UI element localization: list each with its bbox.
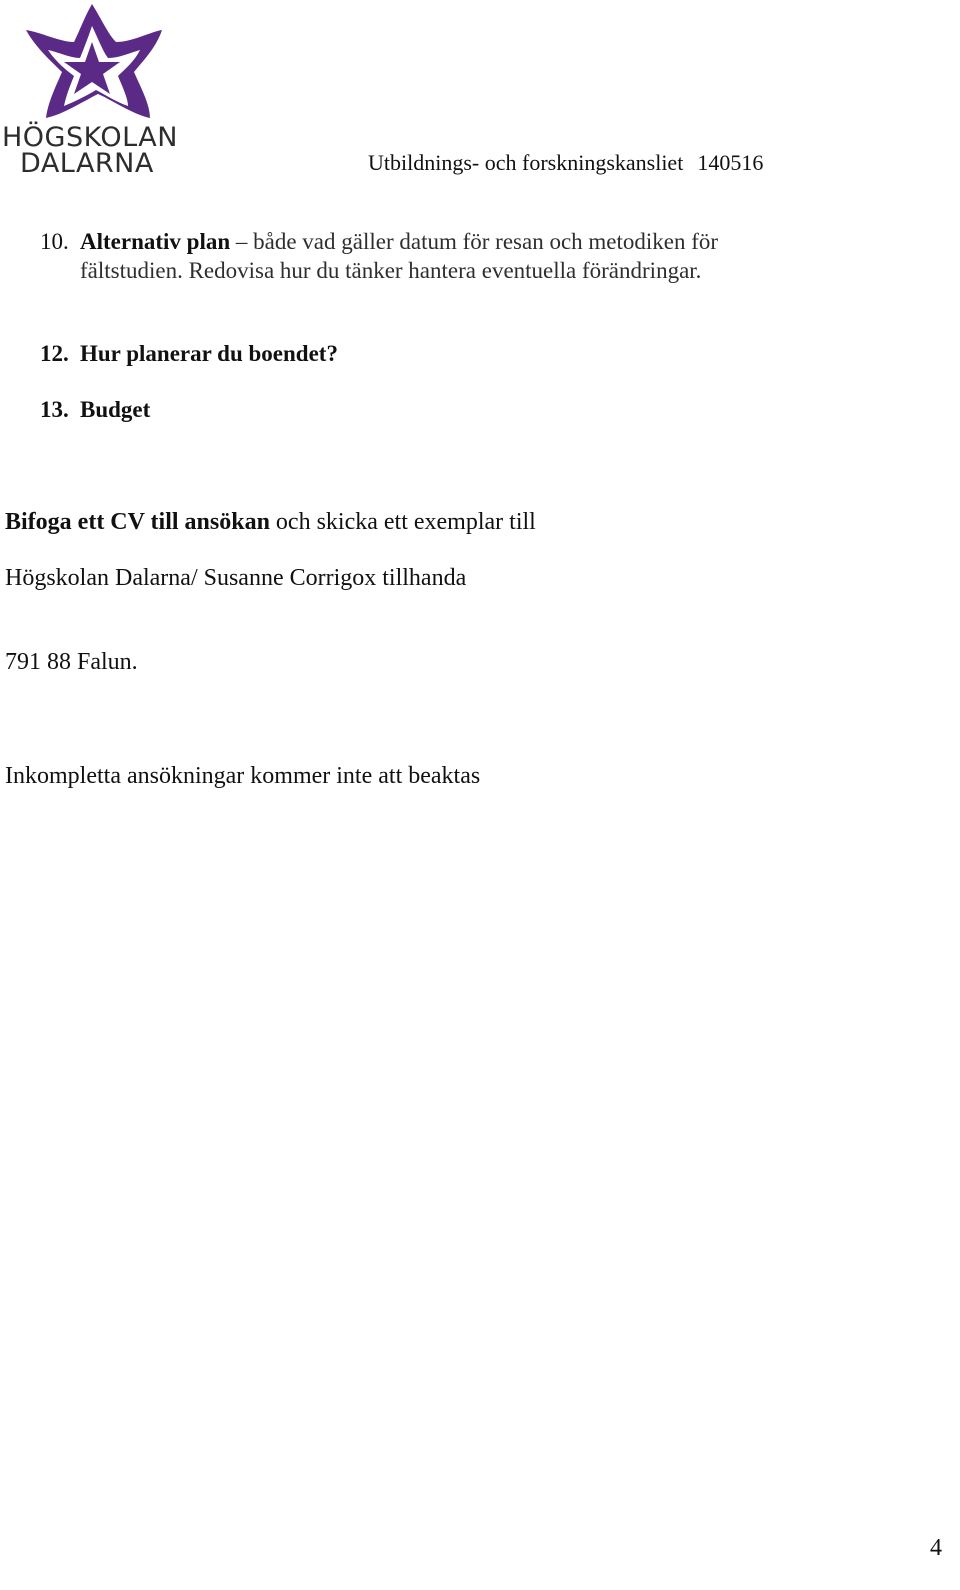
attach-instruction xyxy=(5,507,536,537)
item-number: 13. xyxy=(40,397,69,422)
item-text: Budget xyxy=(80,397,151,422)
list-item-12 xyxy=(40,339,740,368)
item-number: 12. xyxy=(40,341,69,366)
page-number: 4 xyxy=(930,1535,942,1561)
incomplete-notice: Inkompletta ansökningar kommer inte att beaktas xyxy=(5,763,481,789)
item-number: 10. xyxy=(40,229,69,254)
document-date: 140516 xyxy=(697,150,764,175)
logo-text-line2: DALARNA xyxy=(20,148,154,179)
star-flower-icon xyxy=(4,0,179,125)
address-line-1: Högskolan Dalarna/ Susanne Corrigox tillhanda xyxy=(5,565,467,591)
document-header xyxy=(368,150,763,176)
item-bold-text: Alternativ plan xyxy=(80,229,231,254)
attach-rest-text: och skicka ett exemplar till xyxy=(269,509,536,535)
list-item-10 xyxy=(40,227,740,285)
list-item-13 xyxy=(40,395,740,424)
item-body xyxy=(80,227,740,285)
logo-text-line1: HÖGSKOLAN xyxy=(2,122,178,153)
department-name: Utbildnings- och forskningskansliet xyxy=(368,150,684,175)
attach-bold-text: Bifoga ett CV till ansökan xyxy=(5,509,270,535)
item-text: Hur planerar du boendet? xyxy=(80,341,338,366)
item-text: – både vad gäller datum för resan och metodiken för fältstudien. Redovisa hur du tänker hantera eventuella förändringar. xyxy=(80,229,719,283)
address-line-2: 791 88 Falun. xyxy=(5,649,138,675)
